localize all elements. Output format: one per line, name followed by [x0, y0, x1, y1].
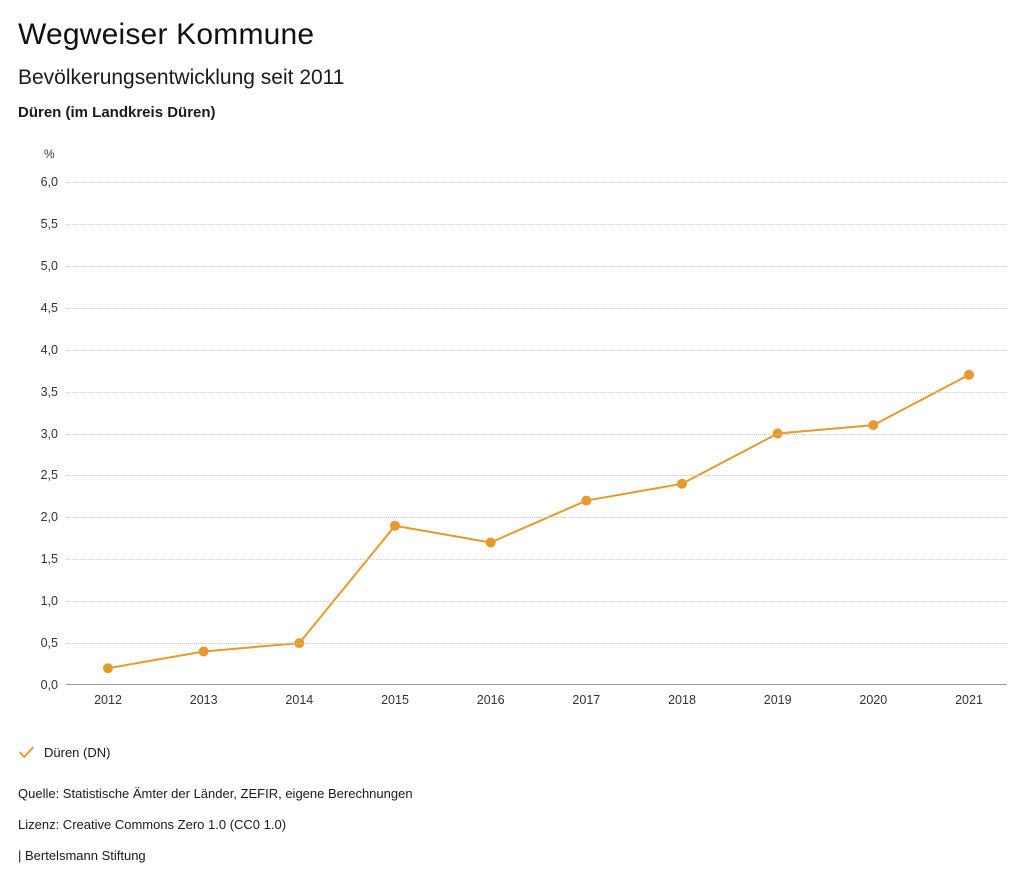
publisher-note: | Bertelsmann Stiftung: [18, 848, 146, 863]
gridline: [66, 517, 1007, 518]
plot-region: [66, 182, 1007, 685]
gridline: [66, 308, 1007, 309]
x-tick-label: 2019: [763, 693, 792, 707]
gridline: [66, 434, 1007, 435]
x-tick-label: 2021: [955, 693, 983, 707]
x-tick-label: 2016: [476, 693, 505, 707]
data-point[interactable]: [581, 496, 591, 506]
chart-subtitle: Bevölkerungsentwicklung seit 2011: [18, 66, 345, 89]
gridline: [66, 475, 1007, 476]
data-point[interactable]: [390, 521, 400, 531]
license-note: Lizenz: Creative Commons Zero 1.0 (CC0 1.0): [18, 817, 287, 832]
y-axis-unit: %: [44, 147, 55, 161]
source-note: Quelle: Statistische Ämter der Länder, ZEFIR, eigene Berechnungen: [18, 786, 413, 801]
data-point[interactable]: [868, 420, 878, 430]
y-axis-ticks: [0, 175, 58, 692]
y-tick-label: 2,0: [40, 510, 58, 525]
x-tick-label: 2017: [572, 693, 601, 707]
x-tick-label: 2013: [189, 693, 218, 707]
y-tick-label: 4,5: [40, 300, 58, 315]
page-title: Wegweiser Kommune: [18, 18, 315, 51]
x-tick-label: 2012: [94, 693, 122, 707]
x-tick-label: 2014: [285, 693, 314, 707]
y-tick-label: 5,5: [40, 216, 58, 231]
y-tick-label: 2,5: [40, 468, 58, 483]
data-point[interactable]: [103, 663, 113, 673]
x-axis-ticks: [66, 685, 1007, 715]
y-tick-label: 3,0: [40, 426, 58, 441]
chart-area: [0, 140, 1024, 730]
gridline: [66, 392, 1007, 393]
check-icon: [18, 744, 35, 761]
gridline: [66, 350, 1007, 351]
x-tick-label: 2018: [668, 693, 696, 707]
gridline: [66, 601, 1007, 602]
gridline: [66, 266, 1007, 267]
gridline: [66, 643, 1007, 644]
y-tick-label: 3,5: [40, 384, 58, 399]
x-tick-label: 2020: [859, 693, 888, 707]
legend-item-label: Düren (DN): [44, 745, 111, 760]
data-point[interactable]: [486, 537, 496, 547]
y-tick-label: 0,0: [40, 678, 58, 692]
gridline: [66, 559, 1007, 560]
region-label: Düren (im Landkreis Düren): [18, 104, 216, 121]
gridline: [66, 182, 1007, 183]
data-point[interactable]: [677, 479, 687, 489]
x-tick-label: 2015: [381, 693, 409, 707]
chart-legend[interactable]: [18, 744, 110, 761]
y-tick-label: 4,0: [40, 342, 58, 357]
y-tick-label: 6,0: [40, 175, 58, 189]
y-tick-label: 1,5: [40, 552, 58, 567]
y-tick-label: 0,5: [40, 636, 58, 651]
y-tick-label: 1,0: [40, 594, 58, 609]
y-tick-label: 5,0: [40, 258, 58, 273]
gridline: [66, 224, 1007, 225]
series-line: [108, 375, 969, 668]
data-point[interactable]: [199, 646, 209, 656]
data-point[interactable]: [964, 370, 974, 380]
